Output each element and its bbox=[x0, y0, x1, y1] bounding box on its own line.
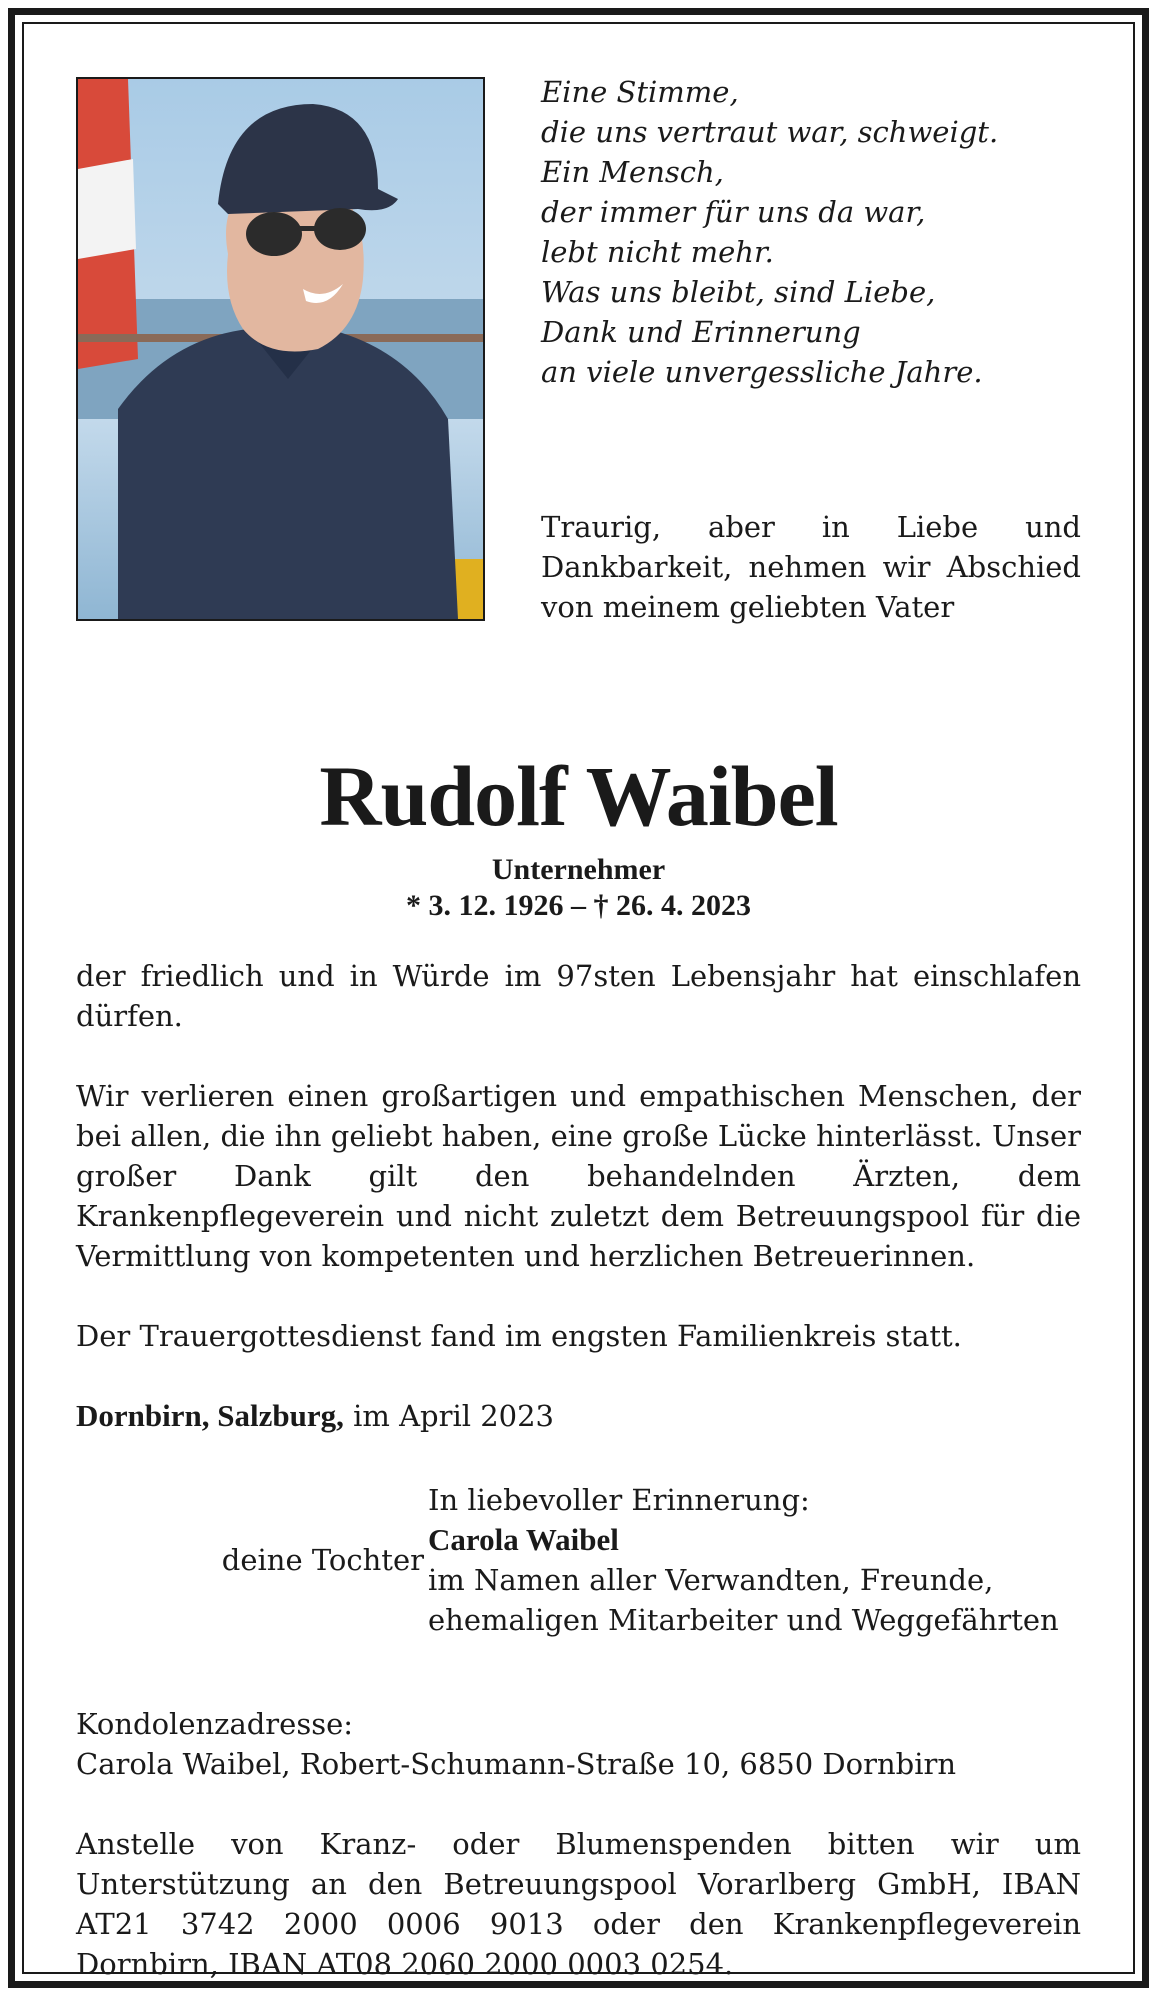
signature-line-1: im Namen aller Verwandten, Freunde, bbox=[428, 1563, 994, 1597]
address-label: Kondolenzadresse: bbox=[76, 1707, 354, 1741]
poem: Eine Stimme, die uns vertraut war, schweigt. Ein Mensch, der immer für uns da war, lebt nicht mehr. Was uns bleibt, sind Liebe, Dank und Erinnerung an viele unvergessliche Jahre. bbox=[541, 75, 999, 389]
donation-note: Anstelle von Kranz- oder Blumenspenden bitten wir um Unterstützung an den Betreuungspool Vorarlberg GmbH, IBAN AT21 3742 2000 0006 9013 oder den Krankenpflegeverein Dornbirn, IBAN AT08 2060 2000 0003 0254. bbox=[76, 1827, 1081, 1981]
signature-heading: In liebevoller Erinnerung: bbox=[428, 1483, 810, 1517]
portrait-image bbox=[78, 79, 483, 619]
signature-right bbox=[428, 1480, 1088, 1640]
header-section bbox=[76, 72, 1081, 632]
deceased-name: Rudolf Waibel bbox=[319, 748, 838, 844]
signature-name: Carola Waibel bbox=[428, 1522, 619, 1557]
signature-relation: deine Tochter bbox=[221, 1543, 424, 1577]
place-date bbox=[76, 1396, 1081, 1436]
deceased-profession: Unternehmer bbox=[491, 853, 666, 886]
signature-line-2: ehemaligen Mitarbeiter und Weggefährten bbox=[428, 1603, 1059, 1637]
paragraph-passing: der friedlich und in Würde im 97sten Lebensjahr hat einschlafen dürfen. bbox=[76, 959, 1081, 1033]
intro-text: Traurig, aber in Liebe und Dankbarkeit, nehmen wir Abschied von meinem geliebten Vater bbox=[541, 510, 1081, 624]
paragraph-gratitude: Wir verlieren einen großartigen und empathischen Menschen, der bei allen, die ihn geliebt haben, eine große Lücke hinterlässt. Unser großer Dank gilt den behandelnden Ärzten, dem Krankenpflegeverein und nicht zuletzt dem Betreuungspool für die Vermittlung von kompetenten und herzlichen Betreuerinnen. bbox=[76, 1079, 1081, 1273]
address-value: Carola Waibel, Robert-Schumann-Straße 10, 6850 Dornbirn bbox=[76, 1747, 957, 1781]
place-names: Dornbirn, Salzburg, bbox=[76, 1398, 344, 1433]
condolence-address bbox=[76, 1704, 1081, 1784]
signature-block bbox=[76, 1480, 1081, 1680]
life-dates: * 3. 12. 1926 – † 26. 4. 2023 bbox=[406, 889, 751, 922]
portrait-photo bbox=[76, 77, 485, 621]
obituary bbox=[76, 72, 1081, 1984]
place-date-rest: im April 2023 bbox=[343, 1399, 555, 1433]
paragraph-service: Der Trauergottesdienst fand im engsten Familienkreis statt. bbox=[76, 1319, 962, 1353]
